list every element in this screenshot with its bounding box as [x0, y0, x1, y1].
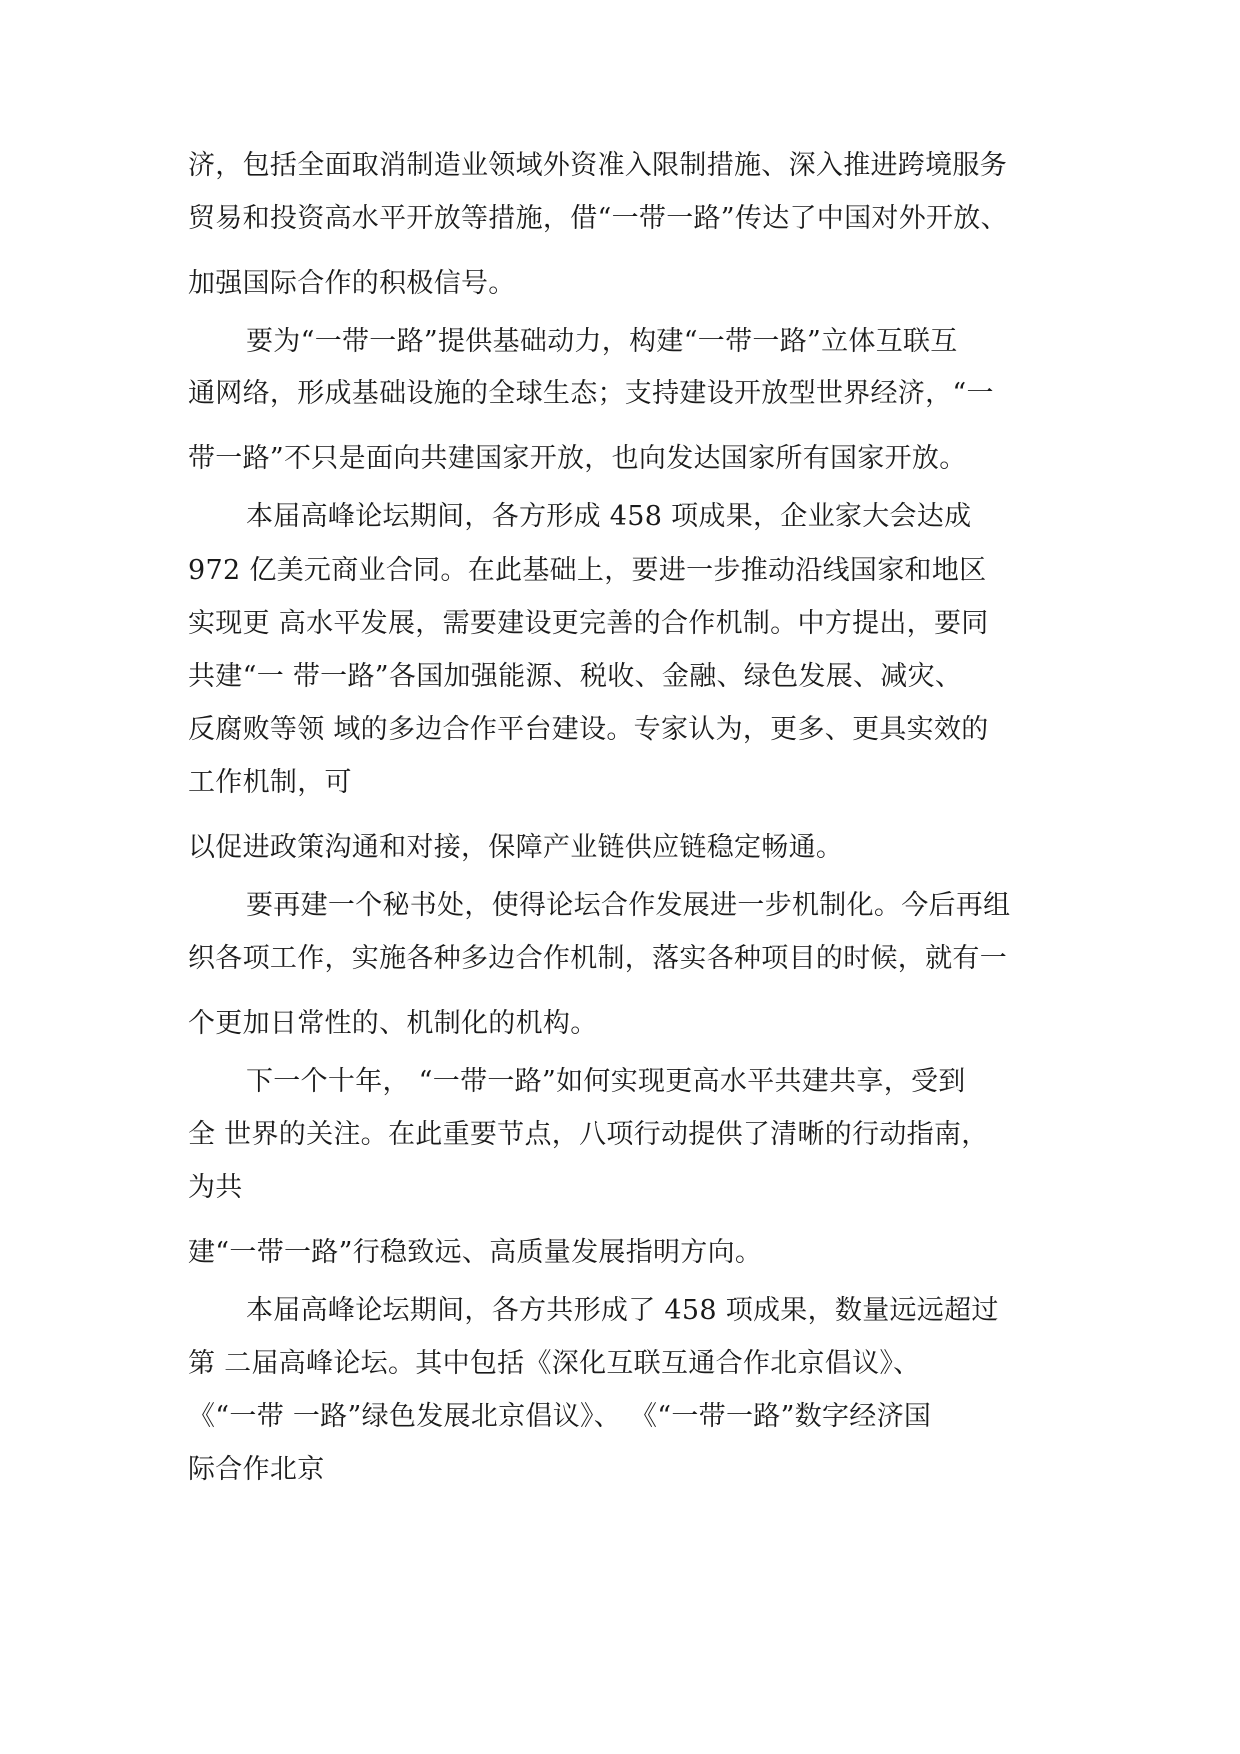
text-line: 全 世界的关注。在此重要节点，八项行动提供了清晰的行动指南，: [188, 1119, 989, 1150]
text-line: 第 二届高峰论坛。其中包括《深化互联互通合作北京倡议》、: [188, 1348, 921, 1379]
text-line: 织各项工作，实施各种多边合作机制，落实各种项目的时候，就有一: [188, 943, 1007, 974]
text-line: 加强国际合作的积极信号。: [188, 268, 516, 299]
text-line: 带一路”不只是面向共建国家开放，也向发达国家所有国家开放。: [188, 443, 967, 474]
text-line: 个更加日常性的、机制化的机构。: [188, 1008, 598, 1039]
paragraph-first-line: 下一个十年， “一带一路”如何实现更高水平共建共享，受到: [246, 1066, 966, 1097]
text-line: 972 亿美元商业合同。在此基础上，要进一步推动沿线国家和地区: [188, 555, 987, 586]
paragraph-first-line: 要为“一带一路”提供基础动力，构建“一带一路”立体互联互: [246, 326, 958, 357]
text-line: 际合作北京: [188, 1454, 325, 1485]
text-line: 建“一带一路”行稳致远、高质量发展指明方向。: [188, 1237, 763, 1268]
text-line: 实现更 高水平发展，需要建设更完善的合作机制。中方提出，要同: [188, 608, 989, 639]
text-line: 济，包括全面取消制造业领域外资准入限制措施、深入推进跨境服务: [188, 150, 1007, 181]
text-line: 反腐败等领 域的多边合作平台建设。专家认为，更多、更具实效的: [188, 714, 989, 745]
paragraph-first-line: 本届高峰论坛期间，各方形成 458 项成果，企业家大会达成: [246, 501, 972, 532]
text-line: 《“一带 一路”绿色发展北京倡议》、 《“一带一路”数字经济国: [188, 1401, 932, 1432]
paragraph-first-line: 本届高峰论坛期间，各方共形成了 458 项成果，数量远远超过: [246, 1295, 999, 1326]
paragraph-first-line: 要再建一个秘书处，使得论坛合作发展进一步机制化。今后再组: [246, 890, 1011, 921]
text-line: 贸易和投资高水平开放等措施，借“一带一路”传达了中国对外开放、: [188, 203, 1008, 234]
text-line: 工作机制，可: [188, 767, 352, 798]
text-line: 为共: [188, 1172, 243, 1203]
text-line: 通网络，形成基础设施的全球生态；支持建设开放型世界经济，“一: [188, 378, 994, 409]
text-line: 共建“一 带一路”各国加强能源、税收、金融、绿色发展、减灾、: [188, 661, 963, 692]
text-line: 以促进政策沟通和对接，保障产业链供应链稳定畅通。: [188, 832, 844, 863]
